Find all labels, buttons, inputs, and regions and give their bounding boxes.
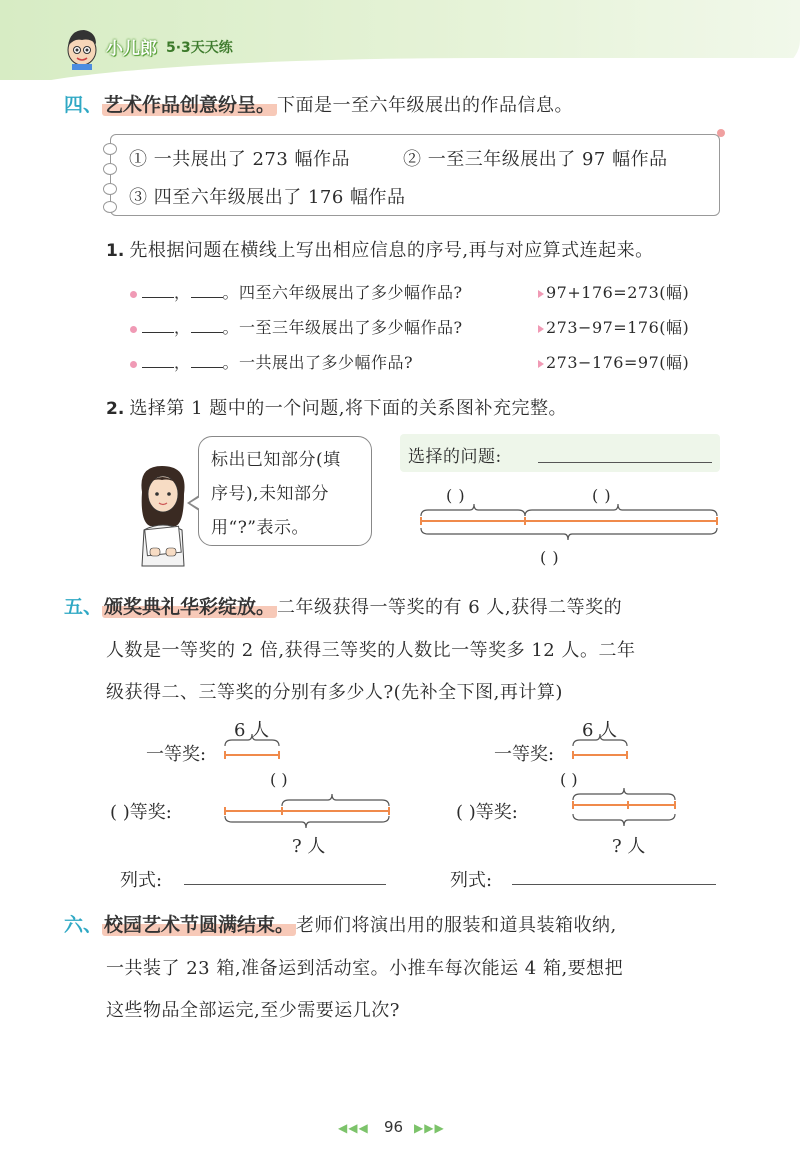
brand-name: 小儿郎 bbox=[106, 39, 157, 59]
chosen-question-label: 选择的问题: bbox=[408, 447, 502, 467]
girl-teacher-icon bbox=[132, 462, 194, 566]
section-5-heading bbox=[64, 592, 622, 619]
answer-blank[interactable] bbox=[142, 281, 174, 298]
spiral-ring-icon bbox=[103, 183, 117, 195]
first-prize-value: 6 人 bbox=[582, 720, 618, 741]
answer-blank[interactable] bbox=[191, 351, 223, 368]
answer-blank[interactable] bbox=[142, 316, 174, 333]
first-prize-label: 一等奖: bbox=[146, 744, 207, 765]
blank-paren[interactable]: ( ) bbox=[592, 486, 612, 505]
spiral-ring-icon bbox=[103, 143, 117, 155]
info-item: ② 一至三年级展出了 97 幅作品 bbox=[403, 149, 668, 170]
match-question: 。一共展出了多少幅作品? bbox=[222, 353, 414, 372]
blank-paren[interactable]: ( ) bbox=[446, 486, 466, 505]
question-number: 2. bbox=[106, 399, 125, 419]
section-number: 六、 bbox=[64, 914, 103, 936]
first-prize-value: 6 人 bbox=[234, 720, 270, 741]
section-4-heading bbox=[64, 90, 573, 117]
formula-line[interactable] bbox=[184, 884, 386, 885]
match-formula: 273−97=176(幅) bbox=[546, 318, 690, 337]
match-question: 。四至六年级展出了多少幅作品? bbox=[222, 283, 463, 302]
other-prize-bar bbox=[570, 784, 690, 838]
match-row: ， 。一至三年级展出了多少幅作品? bbox=[142, 315, 463, 338]
match-formula: 97+176=273(幅) bbox=[546, 283, 690, 302]
formula-label: 列式: bbox=[120, 870, 163, 891]
match-question: 。一至三年级展出了多少幅作品? bbox=[222, 318, 463, 337]
bubble-text: 用“?”表示。 bbox=[211, 518, 309, 538]
blank-paren[interactable]: ( ) bbox=[270, 770, 288, 789]
other-prize-label[interactable]: ( )等奖: bbox=[456, 802, 518, 823]
other-prize-bar bbox=[222, 790, 392, 830]
next-arrows-icon: ▶▶▶ bbox=[414, 1121, 445, 1135]
answer-blank[interactable] bbox=[191, 281, 223, 298]
formula-line[interactable] bbox=[512, 884, 716, 885]
question-2 bbox=[106, 394, 567, 420]
section-text: 这些物品全部运完,至少需要运几次? bbox=[106, 1000, 400, 1021]
answer-blank[interactable] bbox=[142, 351, 174, 368]
section-number: 四、 bbox=[64, 94, 103, 116]
section-text: 老师们将演出用的服装和道具装箱收纳, bbox=[296, 915, 617, 936]
match-row: ， 。一共展出了多少幅作品? bbox=[142, 350, 413, 373]
arrow-marker-icon bbox=[538, 290, 544, 298]
relation-diagram bbox=[418, 500, 720, 550]
bubble-text: 序号),未知部分 bbox=[211, 484, 330, 504]
boy-mascot-icon bbox=[62, 24, 102, 70]
question-1 bbox=[106, 236, 654, 262]
blank-paren[interactable]: ( ) bbox=[560, 770, 578, 789]
section-title: 校园艺术节圆满结束。 bbox=[104, 914, 295, 936]
section-6-heading bbox=[64, 910, 617, 937]
bullet-dot bbox=[130, 361, 137, 368]
speech-bubble bbox=[198, 436, 372, 546]
formula-label: 列式: bbox=[450, 870, 493, 891]
other-prize-label[interactable]: ( )等奖: bbox=[110, 802, 172, 823]
bullet-dot bbox=[130, 291, 137, 298]
match-formula: 273−176=97(幅) bbox=[546, 353, 690, 372]
first-prize-bar bbox=[222, 730, 284, 760]
arrow-marker-icon bbox=[538, 325, 544, 333]
blank-paren[interactable]: ( ) bbox=[540, 548, 560, 567]
section-title: 艺术作品创意纷呈。 bbox=[104, 94, 276, 116]
arrow-marker-icon bbox=[538, 360, 544, 368]
first-prize-bar bbox=[570, 730, 632, 760]
bubble-text: 标出已知部分(填 bbox=[211, 450, 341, 470]
section-text: 人数是一等奖的 2 倍,获得三等奖的人数比一等奖多 12 人。二年 bbox=[106, 640, 636, 661]
prev-arrows-icon: ◀◀◀ bbox=[338, 1121, 369, 1135]
answer-blank[interactable] bbox=[191, 316, 223, 333]
spiral-ring-icon bbox=[103, 163, 117, 175]
match-row: ， 。四至六年级展出了多少幅作品? bbox=[142, 280, 463, 303]
section-text: 二年级获得一等奖的有 6 人,获得二等奖的 bbox=[277, 597, 623, 618]
bullet-dot bbox=[130, 326, 137, 333]
section-text: 一共装了 23 箱,准备运到活动室。小推车每次能运 4 箱,要想把 bbox=[106, 958, 624, 979]
question-text: 先根据问题在横线上写出相应信息的序号,再与对应算式连起来。 bbox=[129, 240, 654, 261]
info-item: ③ 四至六年级展出了 176 幅作品 bbox=[129, 187, 406, 208]
section-text: 级获得二、三等奖的分别有多少人?(先补全下图,再计算) bbox=[106, 682, 563, 703]
brand-series: 5·3天天练 bbox=[166, 40, 233, 56]
question-number: 1. bbox=[106, 241, 125, 261]
total-people: ? 人 bbox=[612, 836, 646, 857]
question-text: 选择第 1 题中的一个问题,将下面的关系图补充完整。 bbox=[129, 398, 568, 419]
total-people: ? 人 bbox=[292, 836, 326, 857]
section-intro: 下面是一至六年级展出的作品信息。 bbox=[277, 95, 574, 116]
section-number: 五、 bbox=[64, 596, 103, 618]
first-prize-label: 一等奖: bbox=[494, 744, 555, 765]
spiral-ring-icon bbox=[103, 201, 117, 213]
info-item: ① 一共展出了 273 幅作品 bbox=[129, 149, 351, 170]
info-card bbox=[110, 134, 720, 216]
chosen-question-line[interactable] bbox=[538, 462, 712, 463]
section-title: 颁奖典礼华彩绽放。 bbox=[104, 596, 276, 618]
page-number: 96 bbox=[384, 1118, 404, 1136]
